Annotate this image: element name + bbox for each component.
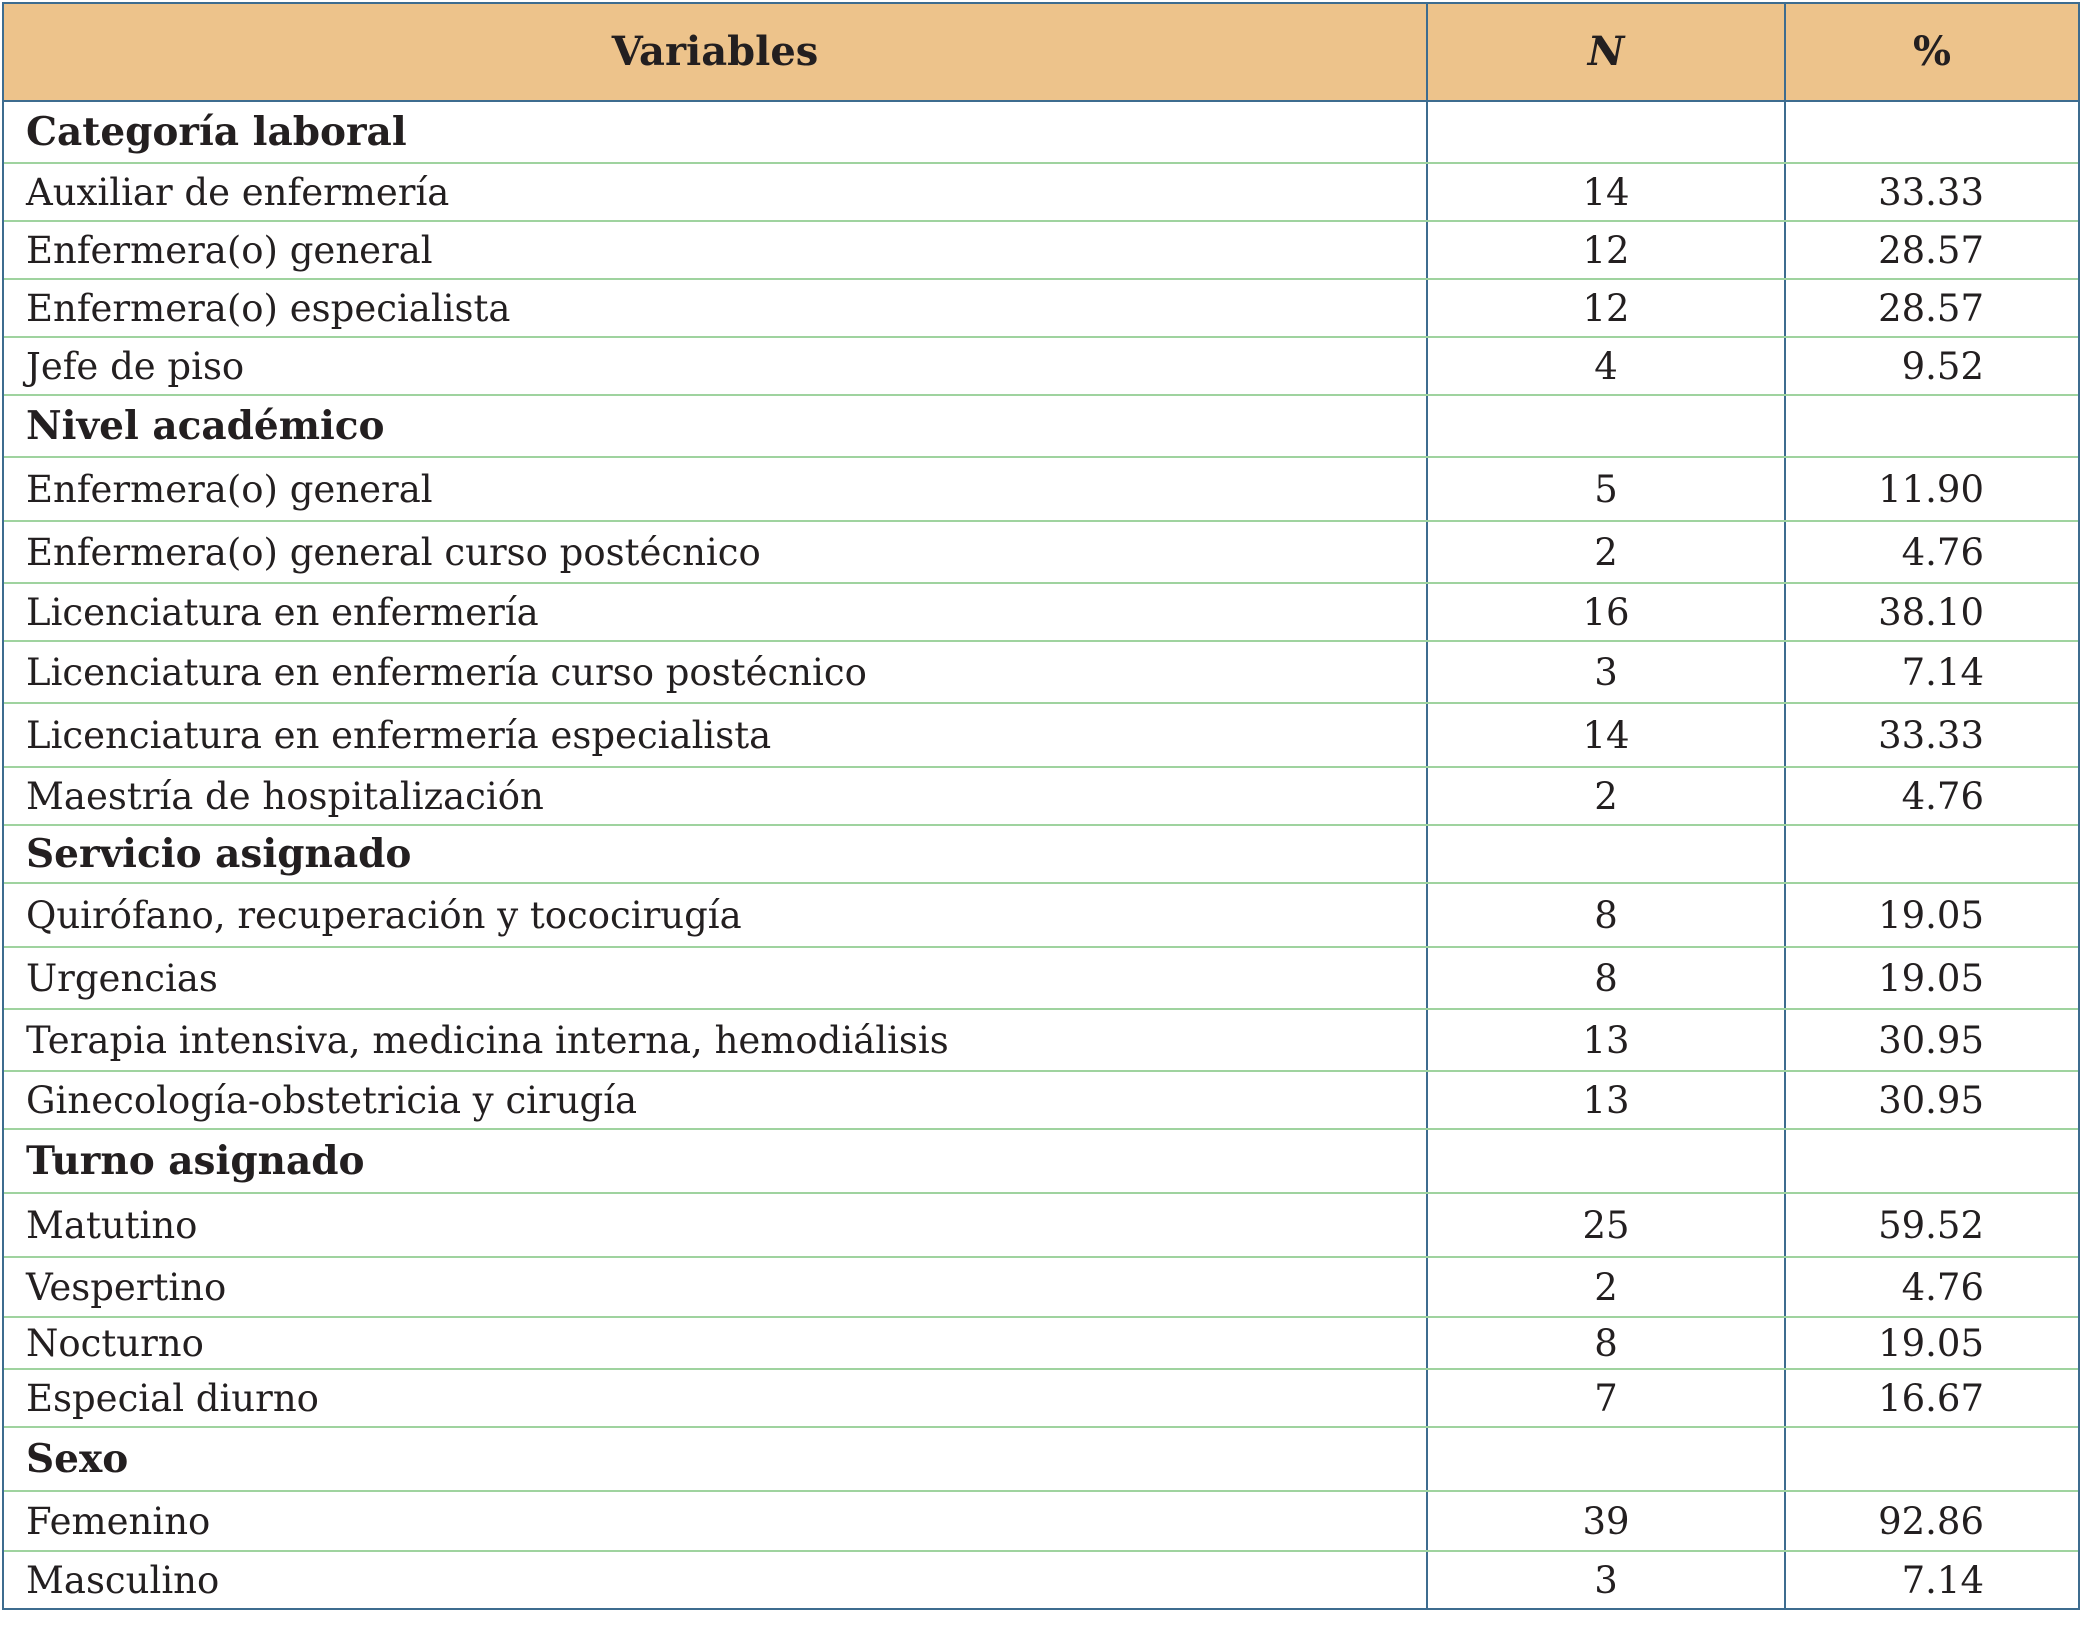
- row-label: Enfermera(o) general: [26, 228, 433, 272]
- header-variables: Variables: [611, 28, 819, 75]
- row-label: Urgencias: [26, 956, 218, 1000]
- row-pct: 30.95: [1784, 1072, 2078, 1128]
- row-n: 2: [1426, 1258, 1784, 1316]
- row-label: Terapia intensiva, medicina interna, hemodiálisis: [26, 1018, 949, 1062]
- row-n: 14: [1426, 704, 1784, 766]
- table-row: [4, 456, 2078, 520]
- row-pct: 16.67: [1784, 1370, 2078, 1426]
- row-label: Ginecología-obstetricia y cirugía: [26, 1078, 638, 1122]
- row-n: 4: [1426, 338, 1784, 394]
- row-n: 3: [1426, 1552, 1784, 1608]
- row-n: 13: [1426, 1010, 1784, 1070]
- table-row: [4, 1070, 2078, 1128]
- row-pct: 92.86: [1784, 1492, 2078, 1550]
- row-pct: 33.33: [1784, 704, 2078, 766]
- table-row: [4, 946, 2078, 1008]
- row-pct: 7.14: [1784, 642, 2078, 702]
- table-row: [4, 1550, 2078, 1608]
- table-row: [4, 1192, 2078, 1256]
- row-n: 25: [1426, 1194, 1784, 1256]
- table-row: [4, 1490, 2078, 1550]
- section-title: Turno asignado: [26, 1137, 365, 1184]
- row-n: 8: [1426, 948, 1784, 1008]
- row-pct: 4.76: [1784, 1258, 2078, 1316]
- row-n: 3: [1426, 642, 1784, 702]
- section-row: [4, 394, 2078, 456]
- row-pct: 33.33: [1784, 164, 2078, 220]
- row-label: Vespertino: [26, 1265, 227, 1309]
- row-pct: 28.57: [1784, 222, 2078, 278]
- row-pct: 19.05: [1784, 1318, 2078, 1368]
- row-n: 7: [1426, 1370, 1784, 1426]
- row-label: Especial diurno: [26, 1376, 319, 1420]
- row-label: Femenino: [26, 1499, 211, 1543]
- row-n: 8: [1426, 1318, 1784, 1368]
- table-row: [4, 1368, 2078, 1426]
- row-pct: 4.76: [1784, 768, 2078, 824]
- row-label: Maestría de hospitalización: [26, 774, 544, 818]
- row-pct: 28.57: [1784, 280, 2078, 336]
- table-row: [4, 1256, 2078, 1316]
- table-row: [4, 702, 2078, 766]
- row-pct: 19.05: [1784, 884, 2078, 946]
- row-label: Auxiliar de enfermería: [26, 170, 450, 214]
- section-title: Servicio asignado: [26, 830, 412, 877]
- section-row: [4, 1426, 2078, 1490]
- row-n: 2: [1426, 768, 1784, 824]
- table-row: [4, 1316, 2078, 1368]
- section-row: [4, 102, 2078, 162]
- row-label: Licenciatura en enfermería especialista: [26, 713, 772, 757]
- table-header: [4, 4, 2078, 102]
- row-label: Enfermera(o) general curso postécnico: [26, 530, 761, 574]
- section-row: [4, 824, 2078, 882]
- row-label: Enfermera(o) general: [26, 467, 433, 511]
- row-label: Masculino: [26, 1558, 220, 1602]
- section-title: Nivel académico: [26, 402, 385, 449]
- row-pct: 38.10: [1784, 584, 2078, 640]
- table-row: [4, 640, 2078, 702]
- table-row: [4, 336, 2078, 394]
- row-n: 13: [1426, 1072, 1784, 1128]
- row-label: Enfermera(o) especialista: [26, 286, 511, 330]
- row-pct: 11.90: [1784, 458, 2078, 520]
- table-row: [4, 582, 2078, 640]
- row-n: 8: [1426, 884, 1784, 946]
- row-label: Matutino: [26, 1203, 198, 1247]
- row-label: Licenciatura en enfermería: [26, 590, 539, 634]
- section-title: Categoría laboral: [26, 108, 407, 155]
- header-n: N: [1426, 4, 1784, 100]
- row-label: Jefe de piso: [26, 344, 245, 388]
- row-label: Quirófano, recuperación y tococirugía: [26, 893, 742, 937]
- row-n: 5: [1426, 458, 1784, 520]
- row-pct: 30.95: [1784, 1010, 2078, 1070]
- header-percent: %: [1784, 4, 2078, 100]
- row-pct: 7.14: [1784, 1552, 2078, 1608]
- row-pct: 4.76: [1784, 522, 2078, 582]
- data-table: [2, 2, 2080, 1610]
- table-row: [4, 162, 2078, 220]
- table-row: [4, 278, 2078, 336]
- table-row: [4, 520, 2078, 582]
- table-row: [4, 1008, 2078, 1070]
- section-title: Sexo: [26, 1435, 129, 1482]
- table-row: [4, 882, 2078, 946]
- row-n: 16: [1426, 584, 1784, 640]
- row-pct: 9.52: [1784, 338, 2078, 394]
- row-n: 14: [1426, 164, 1784, 220]
- row-pct: 19.05: [1784, 948, 2078, 1008]
- row-label: Licenciatura en enfermería curso postécnico: [26, 650, 867, 694]
- row-n: 2: [1426, 522, 1784, 582]
- row-label: Nocturno: [26, 1321, 204, 1365]
- row-pct: 59.52: [1784, 1194, 2078, 1256]
- row-n: 39: [1426, 1492, 1784, 1550]
- row-n: 12: [1426, 280, 1784, 336]
- section-row: [4, 1128, 2078, 1192]
- row-n: 12: [1426, 222, 1784, 278]
- table-row: [4, 220, 2078, 278]
- table-row: [4, 766, 2078, 824]
